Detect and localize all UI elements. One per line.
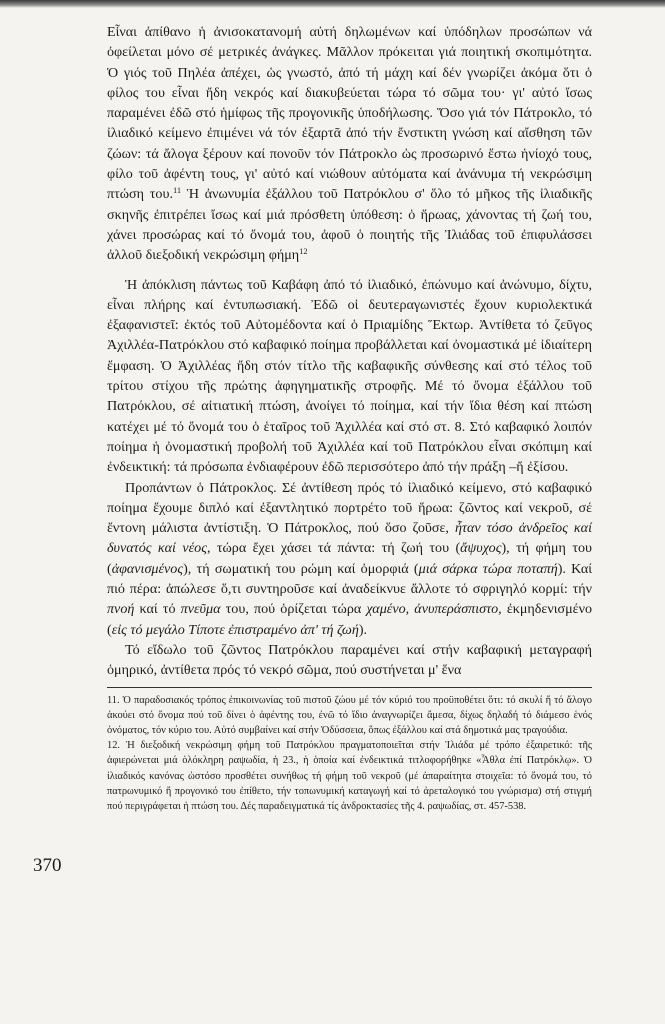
p3-quote: πνεῦμα bbox=[180, 601, 221, 618]
text-column bbox=[107, 22, 592, 814]
footnote-12: 12. Ἡ διεξοδική νεκρώσιμη φήμη τοῦ Πατρόκλου πραγματοποιεῖται στήν Ἰλιάδα μέ τρόπο ἐξαιρετικό: τῆς ἀφιερώνεται μιά ὁλόκληρη ραψωδία, ἡ 23., ἡ ὁποία καί ἐνδεικτικά τιτλοφορήθηκε «Ἆθλα ἐπί Πατρόκλῳ». Ὁ ἰλιαδικός κανόνας ὡστόσο προσθέτει συνήθως τή φήμη τοῦ νεκροῦ (μέ ἀπαραίτητα στοιχεῖα: τό ὄνομά του, τό πατρωνυμικό ἤ προγονικό του ἐπίθετο, τήν τοπωνυμική καταγωγή καί τό ἀρεταλογικό του γνώρισμα) στή στιγμή πού περιγράφεται ἡ πτώση του. Δές παραδειγματικά τίς ἀνδροκτασίες τῆς 4. ραψωδίας, στ. 457-538. bbox=[107, 740, 592, 812]
footnote-ref-11[interactable]: 11 bbox=[172, 185, 182, 196]
p3-quote: πνοή bbox=[107, 601, 135, 618]
p3-seg: ), τή φήμη του ( bbox=[107, 540, 593, 577]
footnote-11: 11. Ὁ παραδοσιακός τρόπος ἐπικοινωνίας τοῦ πιστοῦ ζώου μέ τόν κύριό του προϋποθέτει ὅτι: τό σκυλί ἤ τό ἄλογο ἀκούει στό ὄνομα πού τοῦ δίνει ὁ ἀφέντης του, ἐνῶ τό ἴδιο ἀναγνωρίζει ἄμεσα, δίχως δηλαδή τό διάμεσο ἑνός ὀνόματος, τόν κύριο του. Αὐτό συμβαίνει καί στήν Ὀδύσσεια, ὅπως ἐξάλλου καί στά δημοτικά μας τραγούδια. bbox=[107, 694, 592, 736]
footnote-divider bbox=[107, 687, 592, 688]
footnotes bbox=[107, 693, 592, 815]
p3-seg: Προπάντων ὁ Πάτροκλος. Σέ ἀντίθεση πρός τό ἰλιαδικό κείμενο, στό καβαφικό ποίημα ἔχουμε διπλό καί ἐξαντλητικό πορτρέτο τοῦ ἥρωα: ζῶντος καί νεκροῦ, σέ ἔντονη μάλιστα ἀντίστιξη. Ὁ Πάτροκλος, πού ὅσο ζοῦσε, bbox=[107, 479, 592, 537]
page-number: 370 bbox=[33, 855, 62, 876]
p3-quote: μιά σάρκα τώρα ποταπή bbox=[418, 560, 558, 577]
paragraph-1-text: Εἶναι ἀπίθανο ἡ ἀνισοκατανομή αὐτή δηλωμένων καί ὑπόδηλων προσώπων νά ὀφείλεται μόνο σέ μετρικές ἀνάγκες. Μᾶλλον πρόκειται γιά ποιητική σκοπιμότητα. Ὁ γιός τοῦ Πηλέα ἀπέχει, ὡς γνωστό, ἀπό τή μάχη καί δέν γνωρίζει ἀκόμα ὅτι ὁ φίλος του εἶναι ἤδη νεκρός καί διακυβεύεται τώρα τό σῶμα του· γι' αὐτό ἴσως παραμένει ἐδῶ στό ἡμίφως τῆς προγονικῆς ὑποδήλωσης. Ὅσο γιά τόν Πάτροκλο, τό ἰλιαδικό κείμενο ἐπιμένει νά τόν ἐξαρτᾶ ἀπό τήν ἔνστικτη γνώση καί αἴσθηση τῶν ζώων: τά ἄλογα ξέρουν καί πονοῦν τόν Πάτροκλο ὡς προσωρινό ἔστω ἡνίοχό τους, φίλο τοῦ ἀφέντη τους, γι' αὐτό καί νιώθουν αὐτόματα καί ἀνάνυμα τή νεκρώσιμη πτώση του. bbox=[107, 24, 592, 203]
paragraph-1-tail: Ἡ ἀνωνυμία ἐξάλλου τοῦ Πατρόκλου σ' ὅλο τό μῆκος τῆς ἰλιαδικῆς σκηνῆς ἐπιτρέπει ἴσως καί μιά πρόσθετη ὑπόθεση: ὁ ἥρωας, χάνοντας τή ζωή του, χάνει προσώρας καί τό ὄνομά του, ἀφοῦ ὁ ποιητής τῆς Ἰλιάδας τοῦ ἐπιφυλάσσει ἀλλοῦ διεξοδική νεκρώσιμη φήμη bbox=[107, 186, 592, 264]
footnote-ref-12[interactable]: 12 bbox=[299, 246, 308, 257]
p3-quote: χαμένο bbox=[366, 601, 406, 618]
paragraph-1 bbox=[107, 22, 592, 266]
p3-quote: ἀνυπεράσπιστο bbox=[414, 601, 499, 618]
scan-top-edge bbox=[0, 0, 665, 8]
paragraph-2: Ἡ ἀπόκλιση πάντως τοῦ Καβάφη ἀπό τό ἰλιαδικό, ἐπώνυμο καί ἀνώνυμο, δίχτυ, εἶναι πλήρης καί ἐντυπωσιακή. Ἐδῶ οἱ δευτεραγωνιστές ἔχουν κυριολεκτικά ἐξαφανιστεῖ: ἐκτός τοῦ Αὐτομέδοντα καί ὁ Πριαμίδης Ἕκτωρ. Ἀντίθετα τό ζεῦγος Ἀχιλλέα-Πατρόκλου στό καβαφικό ποίημα προβάλλεται καί ὀνομαστικά μέ ἰδιαίτερη ἔμφαση. Ὁ Ἀχιλλέας ἤδη στόν τίτλο τῆς καβαφικῆς σύνθεσης καί στό τέλος τοῦ τρίτου στίχου τῆς πρώτης ἀφηγηματικῆς στροφῆς. Μέ τό ὄνομα ἐξάλλου τοῦ Πατρόκλου, σέ αἰτιατική πτώση, ἀνοίγει τό ποίημα, καί τήν ἴδια θέση καί πτώση κατέχει μέ τό ὄνομά του ὁ ἑταῖρος τοῦ Ἀχιλλέα καί στό στ. 8. Στό καβαφικό λοιπόν ποίημα ἡ ὀνομαστική προβολή τοῦ Ἀχιλλέα καί τοῦ Πατρόκλου εἶναι σκόπιμη καί ἐνδεικτική: τά πρόσωπα ἐνδιαφέρουν ἐδῶ περισσότερο ἀπό τήν πράξη –ἤ ἐξίσου. bbox=[107, 276, 592, 476]
p3-seg: ). bbox=[358, 621, 368, 638]
main-text bbox=[107, 22, 592, 681]
p3-seg: καί τό bbox=[134, 601, 181, 618]
p3-quote: ἀφανισμένος bbox=[111, 560, 184, 577]
p3-seg: ). Καί πιό πέρα: ἀπώλεσε ὅ,τι συντηροῦσε καί ἀναδείκνυε ἄλλοτε τό σφριγηλό κορμί: τήν bbox=[107, 560, 593, 598]
p3-seg: , τώρα ἔχει χάσει τά πάντα: τή ζωή του ( bbox=[206, 540, 461, 557]
p3-seg: του, πού ὁρίζεται τώρα bbox=[220, 601, 367, 618]
p3-quote: εἰς τό μεγάλο Τίποτε ἐπιστραμένο ἀπ' τή ζωή bbox=[111, 621, 359, 638]
p3-seg: , ἐκμηδενισμένο ( bbox=[107, 601, 593, 638]
p3-seg: ), τή σωματική του ρώμη καί ὀμορφιά ( bbox=[183, 560, 419, 577]
p3-quote: ἦταν τόσο ἀνδρεῖος καί δυνατός καί νέος bbox=[107, 520, 592, 557]
p3-seg: , bbox=[405, 601, 415, 618]
paragraph-3 bbox=[107, 478, 592, 640]
paragraph-4: Τό εἴδωλο τοῦ ζῶντος Πατρόκλου παραμένει καί στήν καβαφική μεταγραφή ὁμηρικό, ἀντίθετα πρός τό νεκρό σῶμα, πού συστήνεται μ' ἕνα bbox=[107, 641, 592, 679]
p3-quote: ἄψυχος bbox=[460, 540, 502, 557]
